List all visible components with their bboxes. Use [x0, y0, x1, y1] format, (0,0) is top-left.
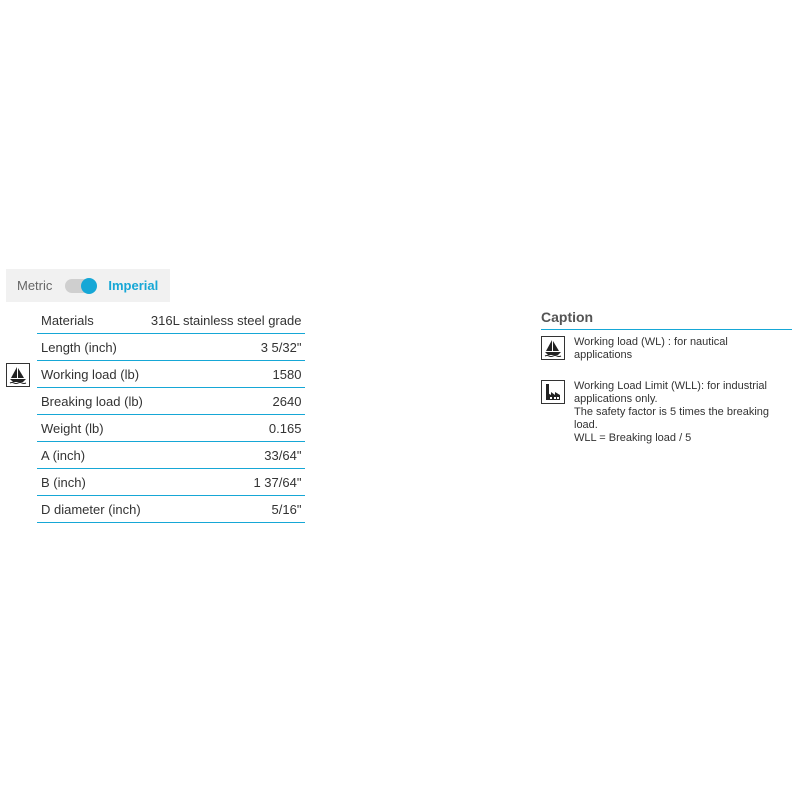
- spec-value: 0.165: [147, 415, 306, 442]
- caption-line: Working Load Limit (WLL): for industrial: [574, 380, 767, 392]
- spec-value: 316L stainless steel grade: [147, 307, 306, 334]
- metric-label[interactable]: Metric: [17, 278, 53, 293]
- table-row: [37, 415, 305, 442]
- spec-value: 1580: [147, 361, 306, 388]
- spec-label: Weight (lb): [37, 415, 147, 442]
- table-row: [37, 361, 305, 388]
- caption-line: Working load (WL) : for nautical: [574, 336, 728, 348]
- caption-title: Caption: [541, 309, 594, 325]
- spec-value: 5/16": [147, 496, 306, 523]
- caption-line: applications: [574, 349, 633, 361]
- caption-line: load.: [574, 419, 598, 431]
- unit-switch-knob[interactable]: [81, 278, 97, 294]
- unit-toggle-bar: [6, 269, 170, 302]
- spec-value: 2640: [147, 388, 306, 415]
- spec-label: Materials: [37, 307, 147, 334]
- table-row: [37, 307, 305, 334]
- spec-value: 3 5/32": [147, 334, 306, 361]
- caption-line: applications only.: [574, 393, 658, 405]
- spec-value: 1 37/64": [147, 469, 306, 496]
- spec-label: D diameter (inch): [37, 496, 147, 523]
- factory-icon: [541, 380, 565, 404]
- table-row: [37, 334, 305, 361]
- caption-divider: [541, 329, 792, 330]
- spec-table: [37, 307, 305, 523]
- spec-label: Length (inch): [37, 334, 147, 361]
- spec-label: Breaking load (lb): [37, 388, 147, 415]
- spec-label: B (inch): [37, 469, 147, 496]
- table-row: [37, 469, 305, 496]
- spec-label: Working load (lb): [37, 361, 147, 388]
- caption-line: WLL = Breaking load / 5: [574, 432, 692, 444]
- table-row: [37, 388, 305, 415]
- sailboat-icon: [541, 336, 565, 360]
- imperial-label[interactable]: Imperial: [108, 278, 159, 293]
- unit-switch[interactable]: [65, 279, 96, 293]
- sailboat-icon: [6, 363, 30, 387]
- caption-line: The safety factor is 5 times the breaking: [574, 406, 770, 418]
- table-row: [37, 442, 305, 469]
- spec-value: 33/64": [147, 442, 306, 469]
- caption-item-wl: [574, 336, 784, 362]
- spec-label: A (inch): [37, 442, 147, 469]
- table-row: [37, 496, 305, 523]
- caption-item-wll: [574, 380, 784, 445]
